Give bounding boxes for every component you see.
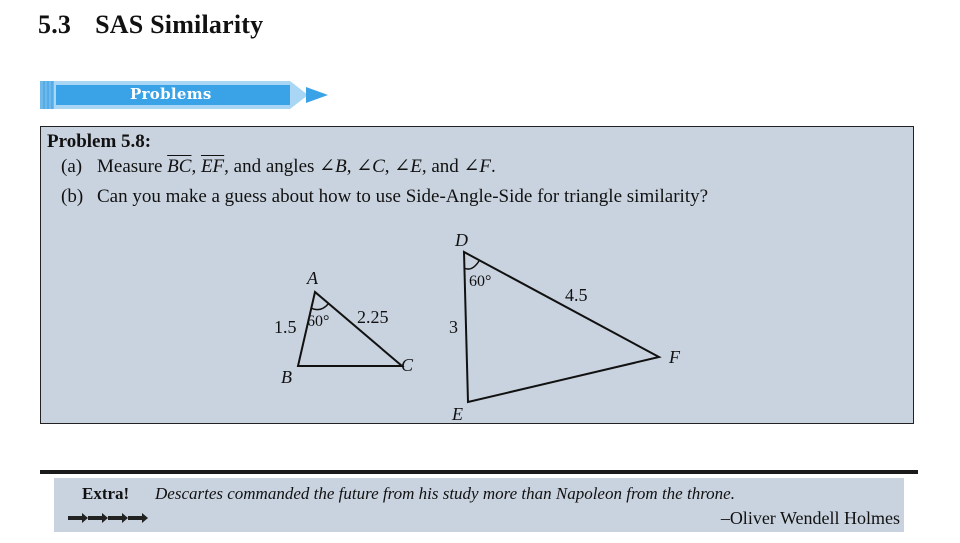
triangle-abc <box>274 268 414 387</box>
extra-label: Extra! <box>82 484 130 503</box>
part-b-text: Can you make a guess about how to use Side-Angle-Side for triangle similarity? <box>97 186 709 207</box>
part-a-mid: , and angles <box>224 156 320 177</box>
section-number: 5.3 <box>38 10 72 39</box>
label-d: D <box>455 230 468 250</box>
problem-title: Problem 5.8: <box>47 131 152 152</box>
triangle-def <box>449 230 681 424</box>
extra-author: –Oliver Wendell Holmes <box>720 508 900 528</box>
angle-c: ∠C <box>356 156 385 177</box>
sep: , and <box>421 156 464 177</box>
label-f: F <box>669 347 680 367</box>
extra-quote: Descartes commanded the future from his study more than Napoleon from the throne. <box>155 484 735 503</box>
triangles-figure <box>41 127 915 425</box>
problem-box <box>40 126 914 424</box>
sep: , <box>384 156 395 177</box>
side-ac-length: 2.25 <box>357 307 389 327</box>
arrows-icon <box>68 513 148 523</box>
side-df-length: 4.5 <box>565 285 588 305</box>
label-a: A <box>307 268 318 288</box>
angle-a-measure: 60° <box>307 313 330 330</box>
segment-ef: $\overline{EF}$ <box>200 156 225 177</box>
sep: , <box>346 156 357 177</box>
label-c: C <box>401 355 414 375</box>
angle-e: ∠E <box>394 156 422 177</box>
banner-label: Problems <box>130 85 212 103</box>
segment-bc: $\overline{BC}$ <box>167 156 192 177</box>
angle-d-measure: 60° <box>469 273 492 290</box>
section-title: SAS Similarity <box>95 10 264 39</box>
angle-f: ∠F <box>463 156 492 177</box>
sep: , <box>191 156 201 177</box>
label-e: E <box>452 404 463 424</box>
part-a-tag: (a) <box>61 156 83 177</box>
part-b-tag: (b) <box>61 186 84 207</box>
side-ab-length: 1.5 <box>274 317 297 337</box>
section-heading <box>38 10 263 40</box>
part-a-text: Measure <box>97 156 168 177</box>
period: . <box>491 156 496 177</box>
label-b: B <box>281 367 292 387</box>
side-de-length: 3 <box>449 317 458 337</box>
divider-rule <box>40 470 918 474</box>
angle-b: ∠B <box>319 156 347 177</box>
